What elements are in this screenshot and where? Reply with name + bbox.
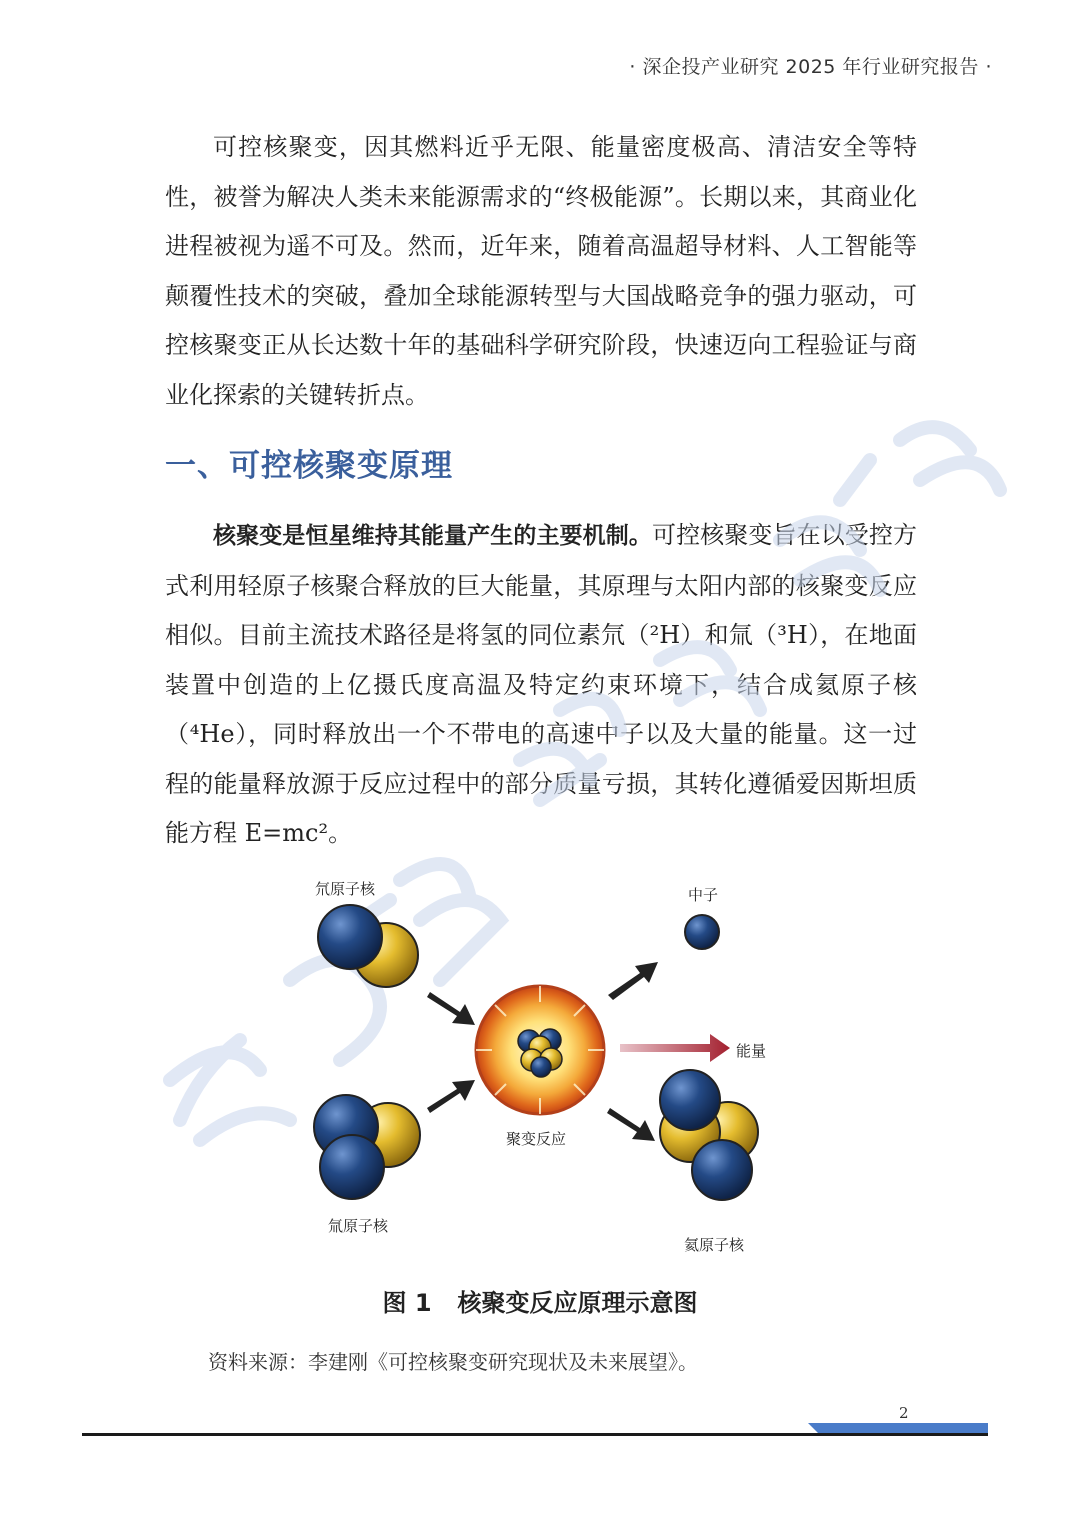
page-number: 2 — [899, 1404, 909, 1422]
fusion-reaction-burst — [476, 986, 604, 1114]
energy-arrow — [620, 1034, 730, 1062]
deuterium-nucleus — [318, 905, 418, 987]
section-body-text: 可控核聚变旨在以受控方式利用轻原子核聚合释放的巨大能量，其原理与太阳内部的核聚变反应相似。目前主流技术路径是将氢的同位素氘（²H）和氚（³H），在地面装置中创造的上亿摄氏度高温及特定约束环境下，结合成氦原子核（⁴He），同时释放出一个不带电的高速中子以及大量的能量。这一过程的能量释放源于反应过程中的部分质量亏损，其转化遵循爱因斯坦质能方程 E=mc²。 — [165, 521, 918, 847]
section-paragraph — [165, 511, 917, 859]
figure-caption — [0, 1283, 1080, 1318]
deuterium-label: 氘原子核 — [315, 880, 376, 898]
energy-label: 能量 — [736, 1042, 767, 1060]
helium-label: 氦原子核 — [684, 1236, 745, 1254]
source-note: 资料来源：李建刚《可控核聚变研究现状及未来展望》。 — [208, 1350, 698, 1374]
footer-rule — [82, 1433, 988, 1436]
reaction-label: 聚变反应 — [506, 1130, 567, 1148]
fusion-diagram-graphic — [290, 870, 810, 1270]
input-arrows — [427, 992, 475, 1113]
intro-paragraph: 可控核聚变，因其燃料近乎无限、能量密度极高、清洁安全等特性，被誉为解决人类未来能源需求的“终极能源”。长期以来，其商业化进程被视为遥不可及。然而，近年来，随着高温超导材料、人工智能等颠覆性技术的突破，叠加全球能源转型与大国战略竞争的强力驱动，可控核聚变正从长达数十年的基础科学研究阶段，快速迈向工程验证与商业化探索的关键转折点。 — [165, 133, 917, 409]
neutron-label: 中子 — [688, 886, 719, 904]
figure-title: 核聚变反应原理示意图 — [457, 1289, 698, 1317]
neutron-particle — [685, 915, 719, 949]
figure-number: 图 1 — [382, 1289, 432, 1317]
section-heading: 一、可控核聚变原理 — [165, 448, 453, 484]
tritium-label: 氚原子核 — [328, 1217, 389, 1235]
fusion-diagram — [290, 870, 810, 1270]
helium-nucleus — [660, 1070, 758, 1200]
section-lead-sentence: 核聚变是恒星维持其能量产生的主要机制。 — [213, 523, 652, 549]
report-header: · 深企投产业研究 2025 年行业研究报告 · — [629, 56, 992, 78]
tritium-nucleus — [314, 1095, 420, 1199]
